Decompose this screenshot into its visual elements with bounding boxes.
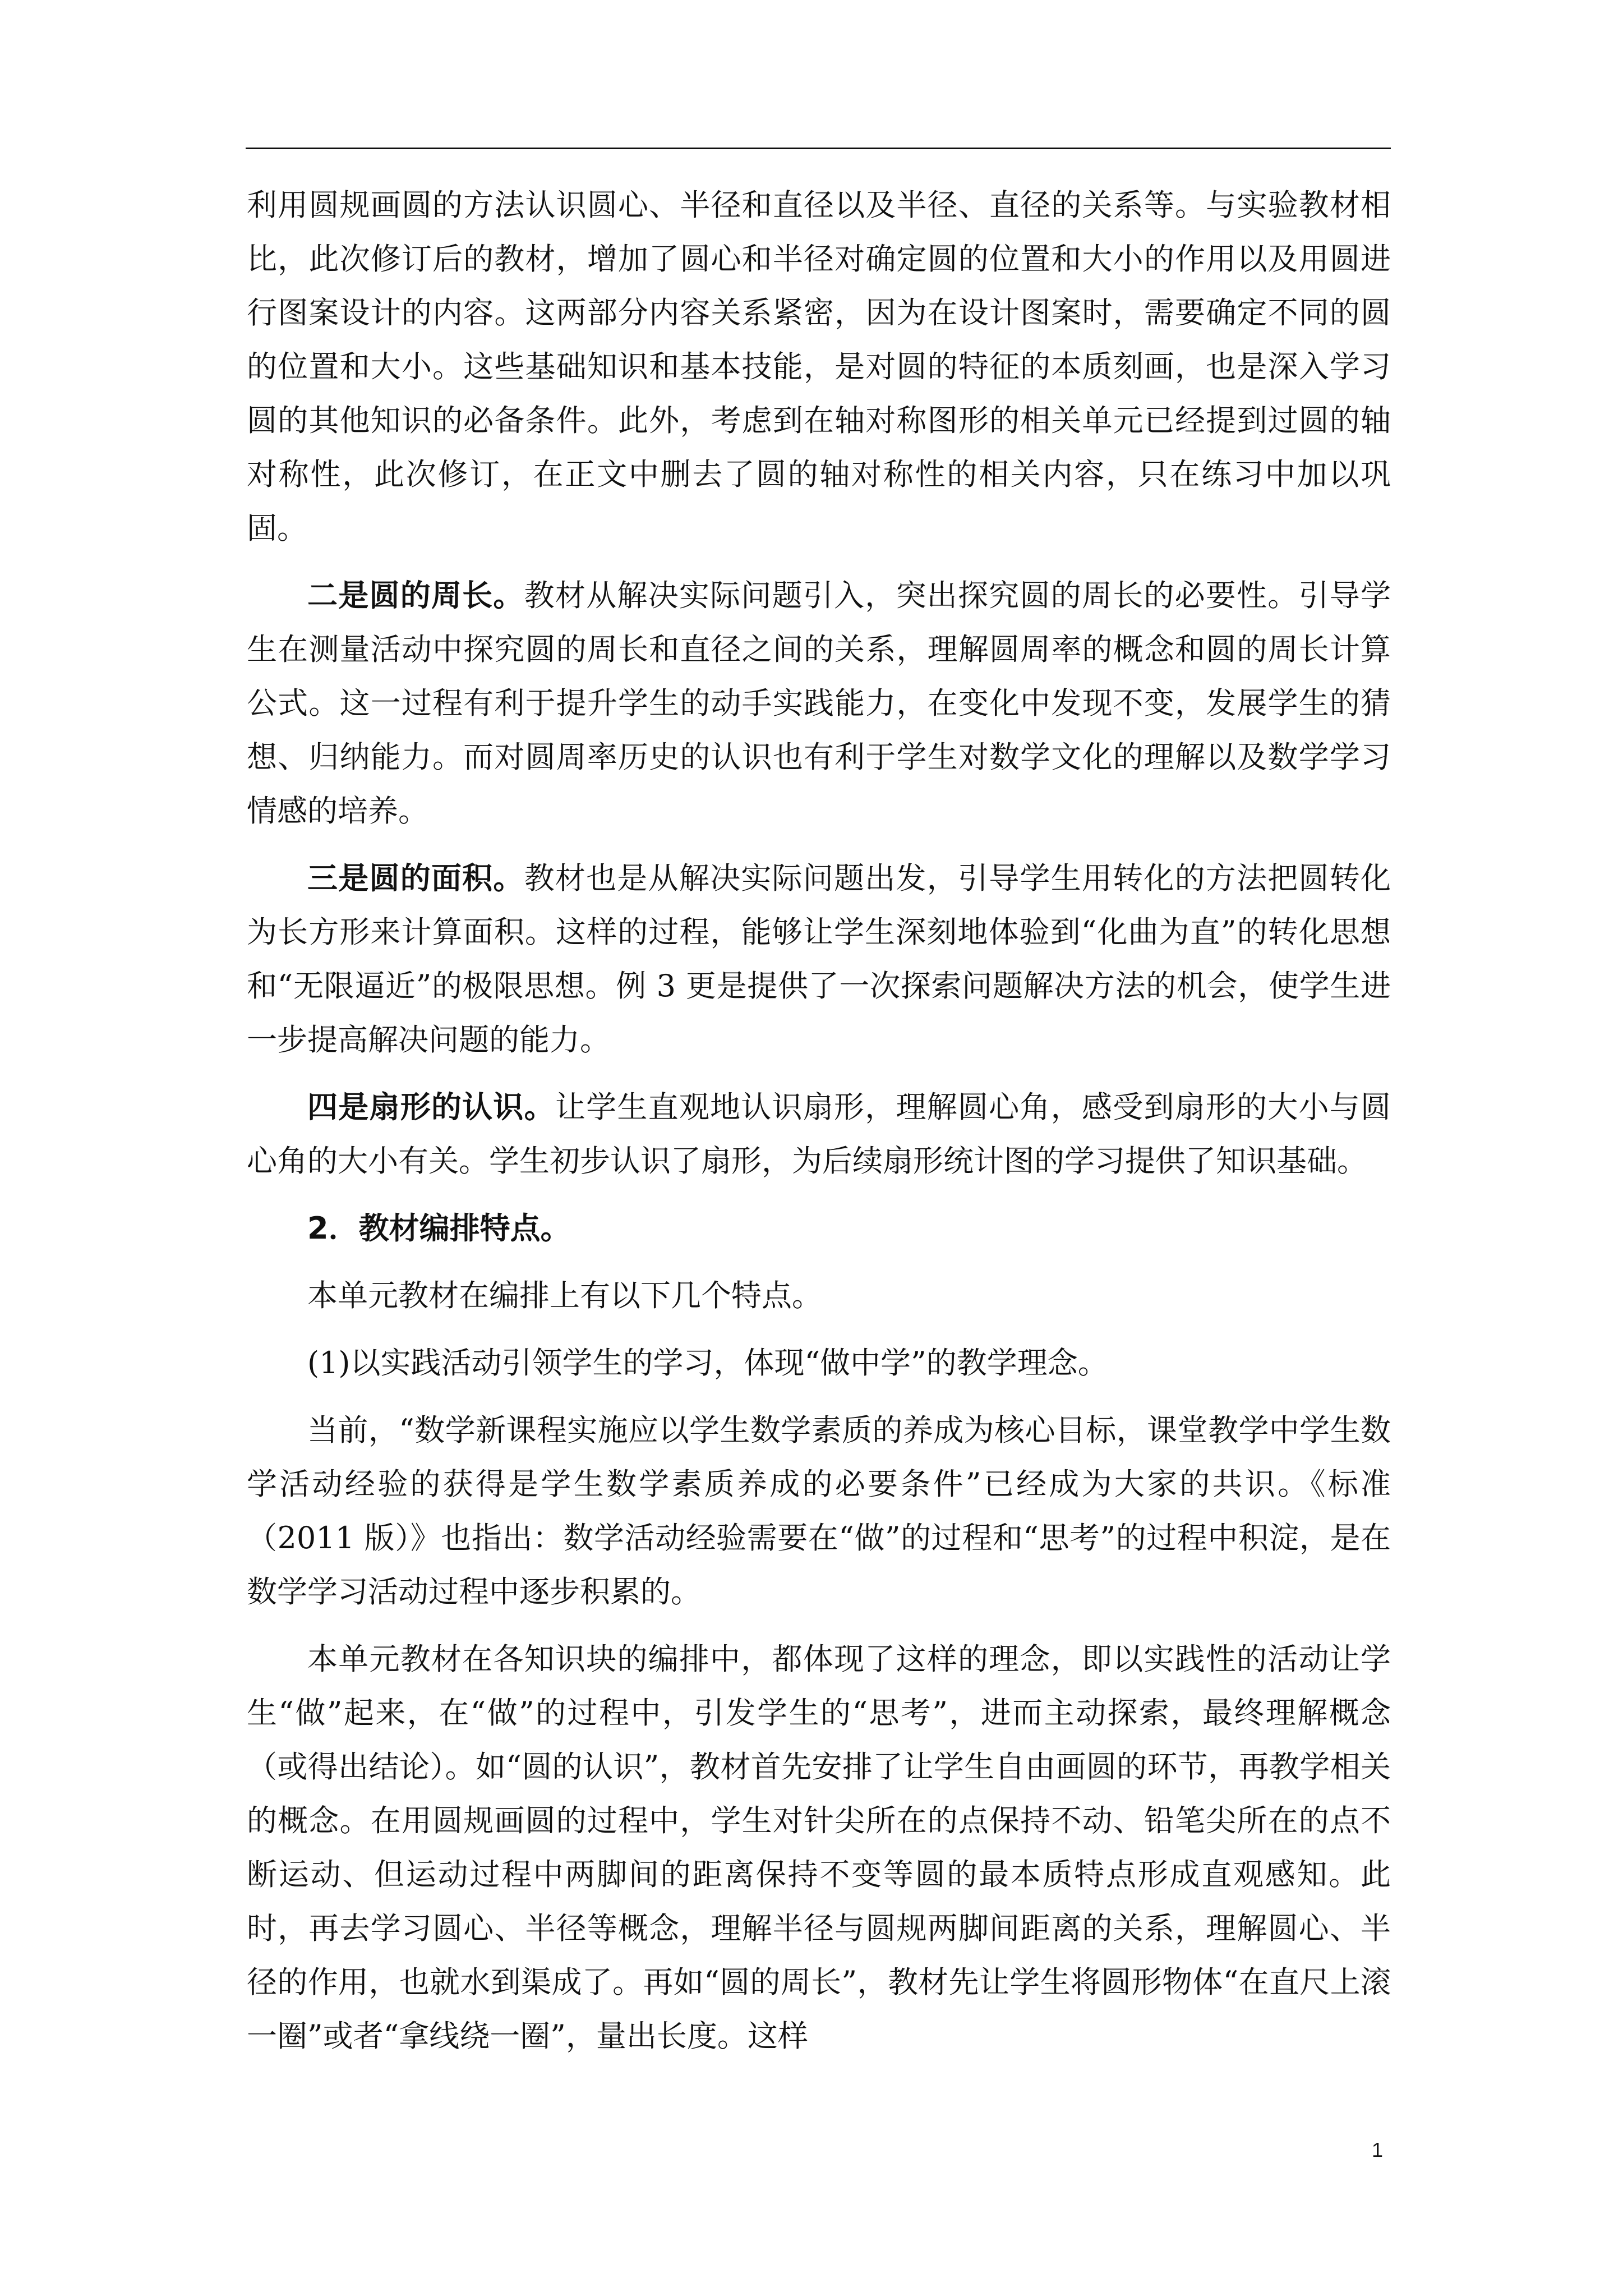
- page-number: 1: [1372, 2138, 1384, 2161]
- paragraph-features-intro: [247, 1269, 1391, 1323]
- paragraph-feature-1: [247, 1336, 1391, 1390]
- section-lead: 四是扇形的认识。: [307, 1089, 555, 1125]
- paragraph-text: 本单元教材在各知识块的编排中，都体现了这样的理念，即以实践性的活动让学生“做”起来，在“做”的过程中，引发学生的“思考”，进而主动探索，最终理解概念（或得出结论）。如“圆的认识”，教材首先安排了让学生自由画圆的环节，再教学相关的概念。在用圆规画圆的过程中，学生对针尖所在的点保持不动、铅笔尖所在的点不断运动、但运动过程中两脚间的距离保持不变等圆的最本质特点形成直观感知。此时，再去学习圆心、半径等概念，理解半径与圆规两脚间距离的关系，理解圆心、半径的作用，也就水到渠成了。再如“圆的周长”，教材先让学生将圆形物体“在直尺上滚一圈”或者“拿线绕一圈”，量出长度。这样: [247, 1641, 1391, 2054]
- paragraph-text: 本单元教材在编排上有以下几个特点。: [307, 1278, 822, 1313]
- paragraph-arrangement-examples: [247, 1632, 1391, 2063]
- section-heading-text: 2．教材编排特点。: [307, 1211, 571, 1246]
- paragraph-text: (1)以实践活动引领学生的学习，体现“做中学”的教学理念。: [307, 1345, 1108, 1381]
- paragraph-text: 当前，“数学新课程实施应以学生数学素质的养成为核心目标，课堂教学中学生数学活动经验的获得是学生数学素质养成的必要条件”已经成为大家的共识。《标准（2011 版）》也指出：数学活动经验需要在“做”的过程和“思考”的过程中积淀，是在数学学习活动过程中逐步积累的。: [247, 1412, 1391, 1609]
- paragraph-text: 教材从解决实际问题引入，突出探究圆的周长的必要性。引导学生在测量活动中探究圆的周长和直径之间的关系，理解圆周率的概念和圆的周长计算公式。这一过程有利于提升学生的动手实践能力，在变化中发现不变，发展学生的猜想、归纳能力。而对圆周率历史的认识也有利于学生对数学文化的理解以及数学学习情感的培养。: [247, 578, 1391, 829]
- paragraph-text: 教材也是从解决实际问题出发，引导学生用转化的方法把圆转化为长方形来计算面积。这样的过程，能够让学生深刻地体验到“化曲为直”的转化思想和“无限逼近”的极限思想。例 3 更是提供了一次探索问题解决方法的机会，使学生进一步提高解决问题的能力。: [247, 861, 1391, 1057]
- section-lead: 二是圆的周长。: [307, 578, 524, 613]
- section-lead: 三是圆的面积。: [307, 861, 524, 896]
- paragraph-text: 利用圆规画圆的方法认识圆心、半径和直径以及半径、直径的关系等。与实验教材相比，此次修订后的教材，增加了圆心和半径对确定圆的位置和大小的作用以及用圆进行图案设计的内容。这两部分内容关系紧密，因为在设计图案时，需要确定不同的圆的位置和大小。这些基础知识和基本技能，是对圆的特征的本质刻画，也是深入学习圆的其他知识的必备条件。此外，考虑到在轴对称图形的相关单元已经提到过圆的轴对称性，此次修订，在正文中删去了圆的轴对称性的相关内容，只在练习中加以巩固。: [247, 187, 1391, 546]
- paragraph-current-consensus: [247, 1404, 1391, 1619]
- paragraph-area: [247, 852, 1391, 1067]
- paragraph-circle-knowledge-continued: [247, 178, 1391, 555]
- paragraph-circumference: [247, 569, 1391, 838]
- section-heading: [247, 1202, 1391, 1255]
- document-body: [247, 178, 1391, 2063]
- paragraph-text: 让学生直观地认识扇形，理解圆心角，感受到扇形的大小与圆心角的大小有关。学生初步认识了扇形，为后续扇形统计图的学习提供了知识基础。: [247, 1089, 1391, 1179]
- header-rule: [246, 148, 1391, 149]
- paragraph-sector: [247, 1080, 1391, 1188]
